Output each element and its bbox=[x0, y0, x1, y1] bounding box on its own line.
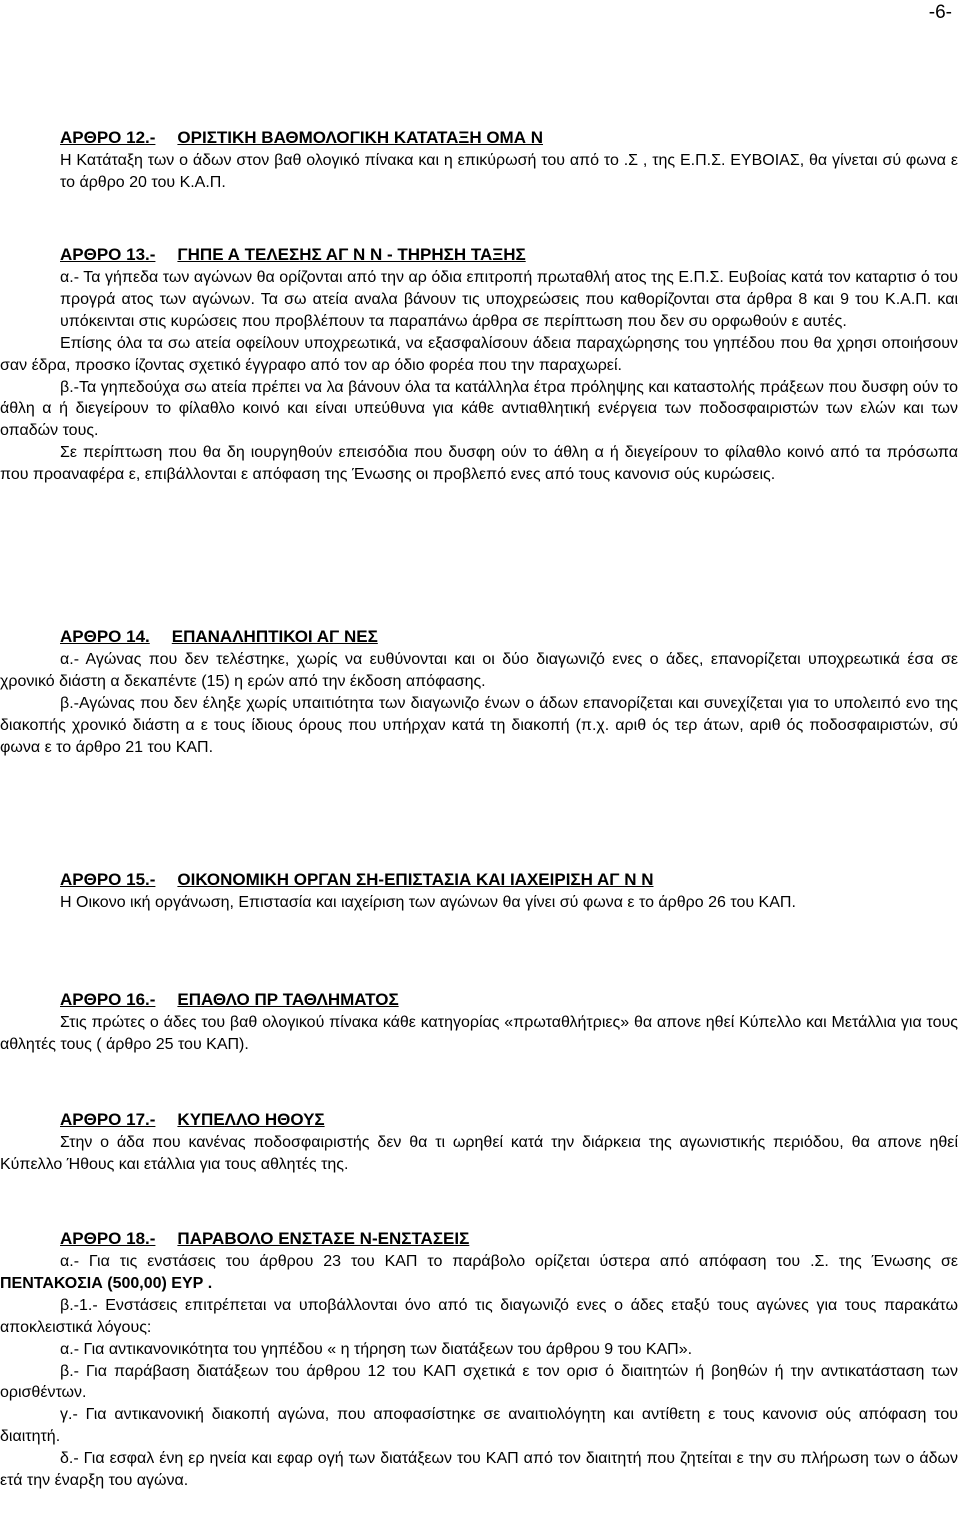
article-number: ΑΡΘΡΟ 17.- bbox=[60, 1110, 156, 1129]
article-heading bbox=[60, 1108, 960, 1132]
article-title: ΓΗΠΕ Α ΤΕΛΕΣΗΣ ΑΓ Ν Ν - ΤΗΡΗΣΗ ΤΑΞΗΣ bbox=[177, 245, 526, 264]
article-17 bbox=[0, 1108, 960, 1176]
paragraph: α.- Τα γήπεδα των αγώνων θα ορίζονται από την αρ όδια επιτροπή πρωταθλή ατος της Ε.Π.Σ. Ευβοίας κατά τον καταρτισ ό του προγρά ατος των αγώνων. Τα σω ατεία αναλα βάνουν τις υποχρεώσεις που καθορίζονται στα άρθρα 8 και 9 του Κ.Α.Π. και υπόκεινται στις κυρώσεις που προβλέπουν τα παραπάνω άρθρα σε περίπτωση που δεν συ ορφωθούν ε αυτές. bbox=[60, 269, 958, 330]
paragraph-text: α.- Για τις ενστάσεις του άρθρου 23 του ΚΑΠ το παράβολο ορίζεται ύστερα από απόφαση του .Σ. της Ένωσης σε bbox=[60, 1253, 958, 1270]
article-title: ΚΥΠΕΛΛΟ ΗΘΟΥΣ bbox=[177, 1110, 325, 1129]
article-13 bbox=[0, 243, 960, 486]
paragraph: β.-Αγώνας που δεν έληξε χωρίς υπαιτιότητα των διαγωνιζο ένων ο άδων επανορίζεται και συνεχίζεται για το υπολειπό ενο της διακοπής χρονικό διάστη α ε τους ίδιους όρους που υπήρχαν κατά τη διακοπή (π.χ. αριθ ός τερ άτων, αριθ ός ποδοσφαιριστών, σύ φωνα ε το άρθρο 21 του ΚΑΠ. bbox=[0, 694, 958, 756]
article-number: ΑΡΘΡΟ 16.- bbox=[60, 990, 156, 1009]
article-number: ΑΡΘΡΟ 18.- bbox=[60, 1229, 156, 1248]
article-number: ΑΡΘΡΟ 15.- bbox=[60, 870, 156, 889]
page-number: -6- bbox=[928, 2, 952, 23]
paragraph: Στις πρώτες ο άδες του βαθ ολογικού πίνακα κάθε κατηγορίας «πρωταθλήτριες» θα απονε ηθεί Κύπελλο και Μετάλλια για τους αθλητές τους ( άρθρο 25 του ΚΑΠ). bbox=[0, 1014, 958, 1053]
article-heading bbox=[60, 126, 960, 150]
paragraph bbox=[0, 1251, 960, 1295]
article-15 bbox=[0, 868, 960, 914]
paragraph: β.- Για παράβαση διατάξεων του άρθρου 12 του ΚΑΠ σχετικά ε τον ορισ ό διαιτητών ή βοηθών ή την αντικατάσταση των ορισθέντων. bbox=[0, 1362, 958, 1402]
article-18 bbox=[0, 1227, 960, 1492]
paragraph: β.-1.- Ενστάσεις επιτρέπεται να υποβάλλονται όνο από τις διαγωνιζό ενες ο άδες εταξύ τους αγώνες για τους παρακάτω αποκλειστικά λόγους: bbox=[0, 1296, 958, 1336]
paragraph: Επίσης όλα τα σω ατεία οφείλουν υποχρεωτικά, να εξασφαλίσουν άδεια παραχώρησης του γηπέδου που θα χρησι οποιήσουν σαν έδρα, προσκο ίζοντας σχετικό έγγραφο από τον αρ όδιο φορέα που την παραχωρεί. bbox=[0, 334, 958, 374]
article-heading bbox=[60, 988, 960, 1012]
article-number: ΑΡΘΡΟ 13.- bbox=[60, 245, 156, 264]
article-16 bbox=[0, 988, 960, 1056]
article-title: ΠΑΡΑΒΟΛΟ ΕΝΣΤΑΣΕ Ν-ΕΝΣΤΑΣΕΙΣ bbox=[177, 1229, 470, 1248]
article-heading bbox=[60, 625, 960, 649]
paragraph: γ.- Για αντικανονική διακοπή αγώνα, που αποφασίστηκε σε αναιτιολόγητη και αντίθετη ε τους κανονισ ούς απόφαση του διαιτητή. bbox=[0, 1406, 958, 1446]
paragraph: Στην ο άδα που κανένας ποδοσφαιριστής δεν θα τι ωρηθεί κατά την διάρκεια της αγωνιστικής περιόδου, θα απονε ηθεί Κύπελλο Ήθους και ετάλλια για τους αθλητές της. bbox=[0, 1134, 958, 1173]
paragraph: Σε περίπτωση που θα δη ιουργηθούν επεισόδια που δυσφη ούν το άθλη α ή διεγείρουν το φίλαθλο κοινό από τα πρόσωπα που προαναφέρα ε, επιβάλλονται ε απόφαση της Ένωσης οι προβλεπό ενες από τους κανονισ ούς κυρώσεις. bbox=[0, 444, 958, 484]
article-number: ΑΡΘΡΟ 12.- bbox=[60, 128, 156, 147]
paragraph: Η Κατάταξη των ο άδων στον βαθ ολογικό πίνακα και η επικύρωσή του από το .Σ , της Ε.Π.Σ. ΕΥΒΟΙΑΣ, θα γίνεται σύ φωνα ε το άρθρο 20 του Κ.Α.Π. bbox=[60, 152, 958, 191]
article-title: ΕΠΑΝΑΛΗΠΤΙΚΟΙ ΑΓ ΝΕΣ bbox=[171, 627, 378, 646]
article-heading bbox=[60, 1227, 960, 1251]
article-title: ΟΙΚΟΝΟΜΙΚΗ ΟΡΓΑΝ ΣΗ-ΕΠΙΣΤΑΣΙΑ ΚΑΙ ΙΑΧΕΙΡΙΣΗ ΑΓ Ν Ν bbox=[177, 870, 654, 889]
paragraph: β.-Τα γηπεδούχα σω ατεία πρέπει να λα βάνουν όλα τα κατάλληλα έτρα πρόληψης και καταστολής πράξεων που δυσφη ούν το άθλη α ή διεγείρουν το φίλαθλο κοινό και είναι υπεύθυνα για κάθε αντιαθλητική ενέργεια των ποδοσφαιριστών των ελών και των οπαδών τους. bbox=[0, 378, 958, 440]
fee-amount: ΠΕΝΤΑΚΟΣΙΑ (500,00) ΕΥΡ . bbox=[0, 1274, 213, 1292]
article-heading bbox=[60, 243, 960, 267]
article-title: ΟΡΙΣΤΙΚΗ ΒΑΘΜΟΛΟΓΙΚΗ ΚΑΤΑΤΑΞΗ ΟΜΑ Ν bbox=[177, 128, 543, 147]
paragraph: α.- Για αντικανονικότητα του γηπέδου « η τήρηση των διατάξεων του άρθρου 9 του ΚΑΠ». bbox=[60, 1340, 693, 1358]
article-12 bbox=[0, 126, 960, 194]
article-heading bbox=[60, 868, 960, 892]
article-14 bbox=[0, 625, 960, 759]
paragraph: Η Οικονο ική οργάνωση, Επιστασία και ιαχείριση των αγώνων θα γίνει σύ φωνα ε το άρθρο 26 του ΚΑΠ. bbox=[60, 894, 796, 911]
paragraph: δ.- Για εσφαλ ένη ερ ηνεία και εφαρ ογή των διατάξεων του ΚΑΠ από τον διαιτητή που ζητείται ε την συ πλήρωση των ο άδων ετά την έναρξη του αγώνα. bbox=[0, 1450, 958, 1490]
article-title: ΕΠΑΘΛΟ ΠΡ ΤΑΘΛΗΜΑΤΟΣ bbox=[177, 990, 399, 1009]
article-number: ΑΡΘΡΟ 14. bbox=[60, 627, 150, 646]
paragraph: α.- Αγώνας που δεν τελέστηκε, χωρίς να ευθύνονται και οι δύο διαγωνιζό ενες ο άδες, επανορίζεται υποχρεωτικά έσα σε χρονικό διάστη α δεκαπέντε (15) η ερών από την έκδοση απόφασης. bbox=[0, 651, 958, 690]
